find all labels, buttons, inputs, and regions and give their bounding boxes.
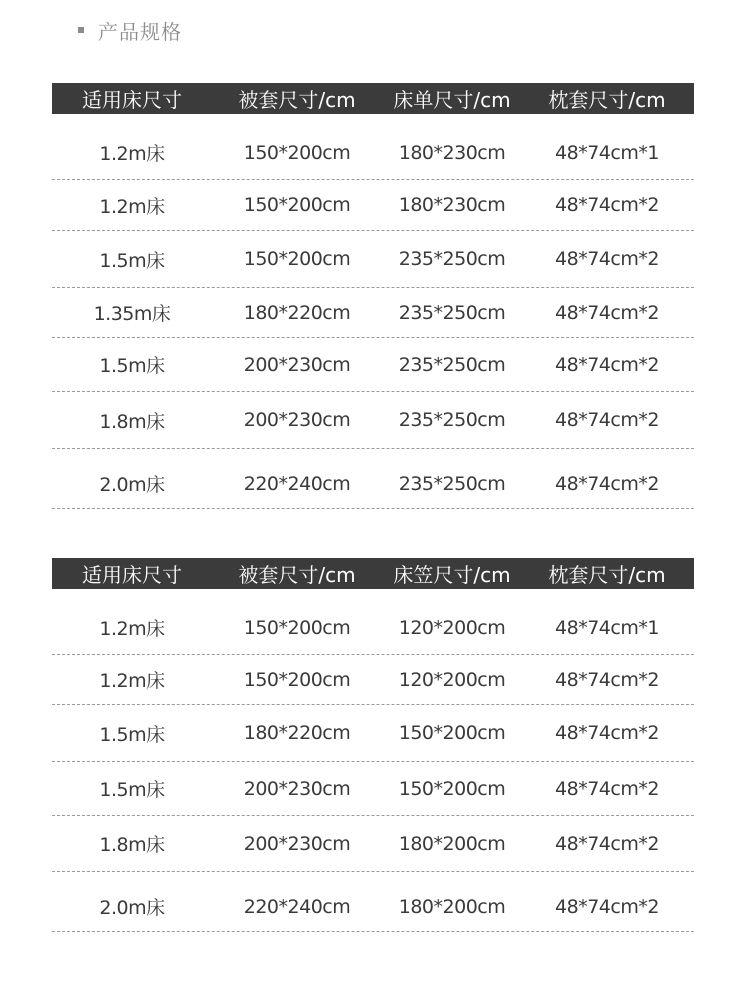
- header-pillowcase-size: 枕套尺寸/cm: [548, 88, 666, 112]
- sheet-size-cell: 235*250cm: [398, 301, 506, 324]
- bed-size-cell: 1.2m床: [99, 670, 165, 692]
- table-row: [52, 655, 694, 705]
- bed-size-cell: 1.5m床: [99, 355, 165, 377]
- table-row: [52, 180, 694, 231]
- table-row: [52, 589, 694, 655]
- table-row: [52, 338, 694, 392]
- duvet-size-cell: 150*200cm: [243, 668, 351, 691]
- bed-size-cell: 1.8m床: [99, 410, 165, 433]
- spec-table-sheet: [52, 83, 694, 509]
- duvet-size-cell: 220*240cm: [243, 895, 351, 918]
- duvet-size-cell: 200*230cm: [243, 777, 351, 800]
- fitted-sheet-size-cell: 150*200cm: [398, 777, 506, 800]
- pillowcase-size-cell: 48*74cm*2: [555, 722, 659, 744]
- pillowcase-size-cell: 48*74cm*2: [555, 832, 659, 855]
- table-row: [52, 231, 694, 288]
- fitted-sheet-size-cell: 120*200cm: [398, 668, 506, 691]
- bed-size-cell: 1.35m床: [93, 303, 171, 325]
- bed-size-cell: 1.5m床: [99, 723, 165, 746]
- bed-size-cell: 2.0m床: [99, 897, 165, 919]
- header-duvet-size: 被套尺寸/cm: [238, 563, 356, 587]
- table-row: [52, 705, 694, 762]
- duvet-size-cell: 150*200cm: [243, 141, 351, 164]
- header-fitted-sheet-size: 床笠尺寸/cm: [393, 563, 511, 587]
- spec-table-fitted-sheet: [52, 558, 694, 932]
- duvet-size-cell: 180*220cm: [243, 301, 351, 324]
- duvet-size-cell: 220*240cm: [243, 472, 351, 495]
- bed-size-cell: 1.5m床: [99, 779, 165, 801]
- sheet-size-cell: 235*250cm: [398, 472, 506, 495]
- table-row: [52, 288, 694, 338]
- fitted-sheet-size-cell: 180*200cm: [398, 895, 506, 918]
- bed-size-cell: 1.2m床: [99, 143, 165, 165]
- table-header: [52, 83, 694, 114]
- duvet-size-cell: 200*230cm: [243, 353, 351, 376]
- duvet-size-cell: 150*200cm: [243, 616, 351, 639]
- table-row: [52, 816, 694, 872]
- duvet-size-cell: 200*230cm: [243, 832, 351, 855]
- header-pillowcase-size: 枕套尺寸/cm: [548, 563, 666, 587]
- table-row: [52, 872, 694, 932]
- sheet-size-cell: 235*250cm: [398, 248, 506, 270]
- bed-size-cell: 1.5m床: [99, 249, 165, 272]
- sheet-size-cell: 180*230cm: [398, 194, 506, 216]
- header-bed-size: 适用床尺寸: [82, 563, 182, 587]
- fitted-sheet-size-cell: 180*200cm: [398, 832, 506, 855]
- duvet-size-cell: 180*220cm: [243, 722, 351, 744]
- pillowcase-size-cell: 48*74cm*2: [555, 409, 659, 431]
- pillowcase-size-cell: 48*74cm*2: [555, 194, 659, 216]
- header-duvet-size: 被套尺寸/cm: [238, 88, 356, 112]
- pillowcase-size-cell: 48*74cm*2: [555, 248, 659, 270]
- bed-size-cell: 2.0m床: [99, 474, 165, 496]
- table-row: [52, 762, 694, 816]
- section-title-text: 产品规格: [98, 19, 182, 44]
- bed-size-cell: 1.8m床: [99, 834, 165, 856]
- pillowcase-size-cell: 48*74cm*1: [555, 141, 659, 164]
- header-sheet-size: 床单尺寸/cm: [393, 88, 511, 112]
- bed-size-cell: 1.2m床: [99, 618, 165, 640]
- header-bed-size: 适用床尺寸: [82, 88, 182, 112]
- sheet-size-cell: 235*250cm: [398, 353, 506, 376]
- table-row: [52, 392, 694, 449]
- duvet-size-cell: 150*200cm: [243, 194, 351, 216]
- fitted-sheet-size-cell: 150*200cm: [398, 722, 506, 744]
- pillowcase-size-cell: 48*74cm*2: [555, 472, 659, 495]
- sheet-size-cell: 180*230cm: [398, 141, 506, 164]
- square-bullet-icon: [78, 27, 84, 33]
- sheet-size-cell: 235*250cm: [398, 409, 506, 431]
- pillowcase-size-cell: 48*74cm*2: [555, 668, 659, 691]
- pillowcase-size-cell: 48*74cm*2: [555, 777, 659, 800]
- section-title: [78, 17, 182, 43]
- pillowcase-size-cell: 48*74cm*2: [555, 353, 659, 376]
- table-row: [52, 449, 694, 509]
- bed-size-cell: 1.2m床: [99, 195, 165, 218]
- table-header: [52, 558, 694, 589]
- pillowcase-size-cell: 48*74cm*2: [555, 895, 659, 918]
- pillowcase-size-cell: 48*74cm*2: [555, 301, 659, 324]
- duvet-size-cell: 200*230cm: [243, 409, 351, 431]
- pillowcase-size-cell: 48*74cm*1: [555, 616, 659, 639]
- table-row: [52, 114, 694, 180]
- duvet-size-cell: 150*200cm: [243, 248, 351, 270]
- fitted-sheet-size-cell: 120*200cm: [398, 616, 506, 639]
